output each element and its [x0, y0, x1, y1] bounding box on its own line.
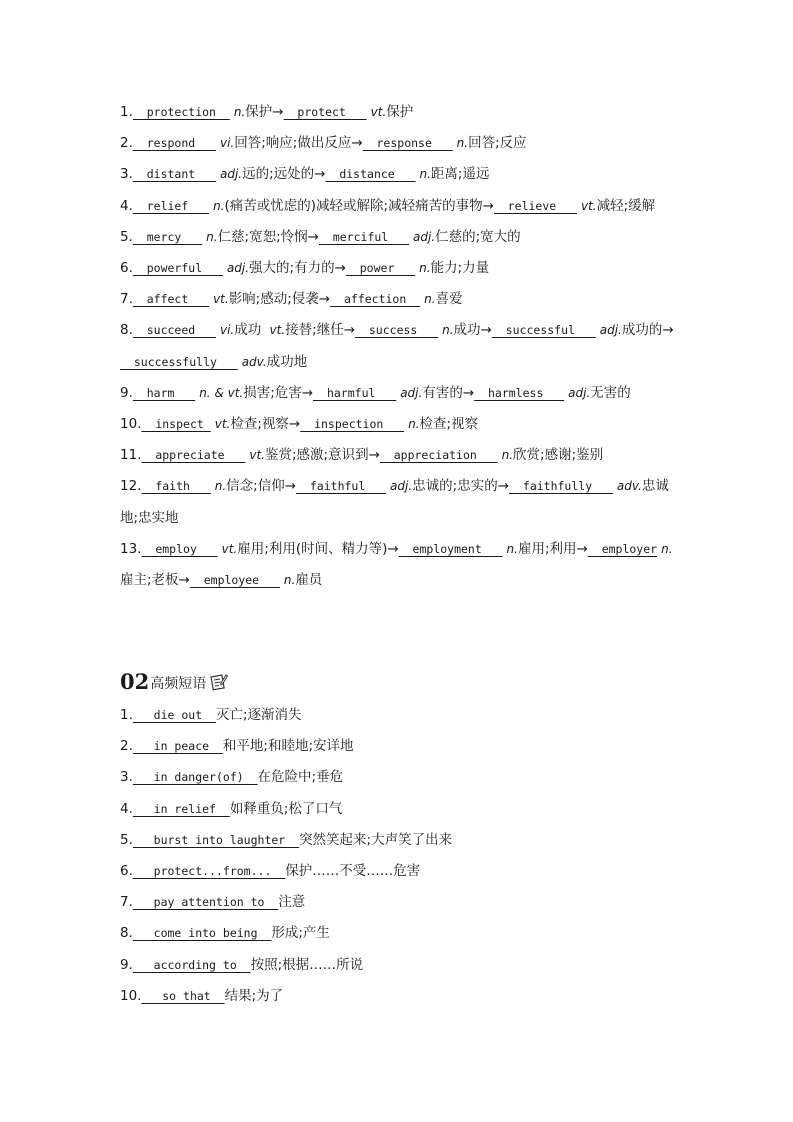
- item-number: 7.: [120, 291, 133, 308]
- answer-blank: appreciate: [141, 448, 246, 463]
- answer-blank: respond: [132, 136, 216, 151]
- part-of-speech: n.: [206, 229, 218, 244]
- answer-blank: protect...from...: [132, 864, 286, 879]
- item-number: 9.: [120, 384, 133, 401]
- phrase-item-5: [120, 825, 680, 856]
- meaning: 成功地: [266, 353, 308, 370]
- phrase-item-4: [120, 794, 680, 825]
- meaning: 成功: [234, 322, 266, 339]
- item-number: 2.: [120, 738, 133, 755]
- phrase-item-7: [120, 887, 680, 918]
- meaning: 减轻;缓解: [596, 197, 656, 214]
- item-number: 1.: [120, 707, 133, 723]
- part-of-speech: n.: [213, 198, 225, 213]
- vocabulary-list: [120, 97, 680, 596]
- part-of-speech: vt.: [269, 323, 286, 338]
- phrase-item-1: [120, 700, 680, 731]
- answer-blank: so that: [141, 988, 225, 1003]
- phrase-item-10: [120, 981, 680, 1012]
- meaning: 和平地;和睦地;安详地: [222, 738, 354, 755]
- part-of-speech: n.: [506, 541, 518, 556]
- part-of-speech: n.: [424, 292, 436, 307]
- answer-blank: succeed: [132, 323, 216, 338]
- part-of-speech: n.: [456, 136, 469, 151]
- meaning: 欣赏;感谢;鉴别: [513, 447, 604, 464]
- notebook-pencil-icon: [210, 673, 228, 691]
- item-number: 4.: [120, 197, 133, 214]
- part-of-speech: vi.: [219, 323, 235, 338]
- answer-blank: successful: [491, 323, 596, 338]
- meaning: 距离;遥远: [430, 166, 490, 183]
- item-number: 4.: [120, 800, 133, 817]
- vocab-item-1: [120, 97, 680, 128]
- meaning: 突然笑起来;大声笑了出来: [299, 831, 453, 848]
- part-of-speech: n.: [214, 479, 227, 494]
- answer-blank: faithfully: [509, 479, 613, 494]
- meaning: 注意: [278, 894, 306, 911]
- answer-blank: harmful: [313, 385, 397, 400]
- section-heading: [120, 664, 228, 694]
- part-of-speech: adj.: [413, 229, 436, 244]
- answer-blank: appreciation: [379, 448, 498, 463]
- meaning: 保护……不受……危害: [285, 863, 421, 880]
- meaning: 远的;远处的→: [242, 166, 326, 183]
- vocab-item-2: [120, 128, 680, 159]
- item-number: 3.: [120, 166, 133, 183]
- meaning: 成功的→: [621, 322, 674, 339]
- vocab-item-5: [120, 222, 680, 253]
- item-number: 3.: [120, 769, 133, 786]
- meaning: 在危险中;垂危: [257, 769, 344, 786]
- meaning: 形成;产生: [271, 925, 330, 942]
- phrase-list: [120, 700, 680, 1012]
- meaning: 喜爱: [435, 291, 463, 308]
- answer-blank: employ: [141, 541, 218, 556]
- meaning: 仁慈;宽恕;怜悯→: [217, 228, 319, 245]
- answer-blank: come into being: [132, 926, 272, 941]
- part-of-speech: vt.: [249, 448, 265, 463]
- answer-blank: power: [345, 261, 416, 276]
- part-of-speech: adj.: [219, 167, 243, 182]
- item-number: 7.: [120, 894, 133, 911]
- meaning: 接替;继任→: [285, 322, 356, 339]
- answer-blank: faithful: [296, 479, 387, 494]
- part-of-speech: n.: [419, 261, 431, 276]
- vocab-item-7: [120, 284, 680, 315]
- part-of-speech: vi.: [219, 136, 235, 151]
- vocab-item-12: [120, 471, 680, 533]
- answer-blank: relief: [132, 198, 210, 213]
- item-number: 2.: [120, 135, 133, 152]
- phrase-item-8: [120, 918, 680, 949]
- part-of-speech: adv.: [616, 479, 642, 494]
- meaning: (痛苦或忧虑的)减轻或解除;减轻痛苦的事物→: [224, 197, 494, 214]
- item-number: 10.: [120, 987, 142, 1004]
- meaning: 强大的;有力的→: [249, 260, 346, 277]
- answer-blank: in danger(of): [132, 770, 258, 785]
- answer-blank: powerful: [132, 261, 223, 276]
- meaning: 能力;力量: [430, 260, 490, 277]
- vocab-item-8: [120, 315, 680, 377]
- meaning: 无害的: [590, 384, 631, 401]
- part-of-speech: vt.: [221, 541, 238, 556]
- vocab-item-9: [120, 378, 680, 409]
- meaning: 雇员: [295, 572, 323, 589]
- vocab-item-3: [120, 159, 680, 190]
- answer-blank: mercy: [132, 229, 203, 244]
- part-of-speech: vt.: [214, 417, 231, 432]
- answer-blank: inspection: [300, 417, 405, 432]
- answer-blank: protection: [132, 105, 230, 119]
- vocab-item-13: [120, 534, 680, 596]
- item-number: 8.: [120, 322, 133, 339]
- meaning: 回答;反应: [468, 135, 527, 152]
- phrase-item-9: [120, 950, 680, 981]
- meaning: 忠诚的;忠实的→: [412, 478, 510, 495]
- item-number: 6.: [120, 863, 133, 880]
- meaning: 损害;危害→: [243, 384, 314, 401]
- part-of-speech: adj.: [599, 323, 622, 338]
- meaning: 忠诚地;忠实地: [120, 478, 669, 526]
- meaning: 保护→: [245, 104, 284, 120]
- part-of-speech: n.: [661, 541, 673, 556]
- answer-blank: distant: [132, 167, 216, 182]
- answer-blank: affect: [132, 292, 210, 307]
- answer-blank: harm: [132, 385, 196, 400]
- answer-blank: distance: [325, 167, 416, 182]
- part-of-speech: vt.: [370, 105, 387, 119]
- answer-blank: inspect: [141, 417, 211, 432]
- vocab-item-11: [120, 440, 680, 471]
- vocab-item-4: [120, 191, 680, 222]
- item-number: 10.: [120, 416, 142, 433]
- answer-blank: according to: [132, 957, 251, 972]
- answer-blank: merciful: [318, 229, 409, 244]
- part-of-speech: adj.: [568, 385, 591, 400]
- answer-blank: affection: [330, 292, 421, 307]
- part-of-speech: adj.: [390, 479, 413, 494]
- part-of-speech: n.: [408, 417, 420, 432]
- phrase-item-3: [120, 762, 680, 793]
- answer-blank: faith: [141, 479, 211, 494]
- part-of-speech: n.: [233, 105, 246, 119]
- meaning: 如释重负;松了口气: [229, 800, 343, 817]
- part-of-speech: n. & vt.: [199, 385, 244, 400]
- meaning: 信念;信仰→: [226, 478, 297, 495]
- meaning: 成功→: [453, 322, 492, 339]
- phrase-item-2: [120, 731, 680, 762]
- meaning: 结果;为了: [224, 987, 284, 1004]
- part-of-speech: n.: [419, 167, 431, 182]
- part-of-speech: n.: [442, 323, 454, 338]
- part-of-speech: adv.: [241, 354, 267, 369]
- meaning: 仁慈的;宽大的: [435, 228, 521, 245]
- answer-blank: protect: [283, 105, 367, 119]
- answer-blank: employee: [189, 573, 280, 588]
- item-number: 9.: [120, 956, 133, 973]
- meaning: 按照;根据……所说: [250, 956, 364, 973]
- meaning: 保护: [386, 104, 414, 120]
- item-number: 6.: [120, 260, 133, 277]
- meaning: 回答;响应;做出反应→: [234, 135, 363, 152]
- meaning: 雇用;利用→: [517, 540, 588, 557]
- answer-blank: die out: [132, 708, 216, 722]
- part-of-speech: vt.: [580, 198, 597, 213]
- answer-blank: employer: [587, 541, 658, 556]
- meaning: 影响;感动;侵袭→: [228, 291, 331, 308]
- meaning: 鉴赏;感激;意识到→: [264, 447, 380, 464]
- answer-blank: harmless: [474, 385, 565, 400]
- meaning: 雇主;老板→: [120, 572, 190, 589]
- meaning: 检查;视察→: [230, 416, 301, 433]
- item-number: 11.: [120, 447, 142, 464]
- meaning: 检查;视察: [419, 416, 479, 433]
- vocab-item-10: [120, 409, 680, 440]
- part-of-speech: adj.: [226, 261, 250, 276]
- answer-blank: in relief: [132, 801, 230, 816]
- item-number: 1.: [120, 104, 133, 120]
- meaning: 雇用;利用(时间、精力等)→: [237, 540, 399, 557]
- answer-blank: pay attention to: [132, 895, 279, 910]
- section-title: 高频短语: [150, 676, 207, 692]
- phrase-item-6: [120, 856, 680, 887]
- answer-blank: burst into laughter: [132, 832, 300, 847]
- answer-blank: success: [355, 323, 439, 338]
- meaning: 有害的→: [422, 384, 475, 401]
- item-number: 5.: [120, 228, 133, 245]
- part-of-speech: n.: [501, 448, 514, 463]
- answer-blank: successfully: [120, 354, 238, 369]
- part-of-speech: adj.: [400, 385, 423, 400]
- meaning: 灭亡;逐渐消失: [215, 707, 302, 723]
- answer-blank: relieve: [493, 198, 577, 213]
- part-of-speech: vt.: [213, 292, 229, 307]
- answer-blank: in peace: [132, 739, 223, 754]
- item-number: 12.: [120, 478, 142, 495]
- item-number: 8.: [120, 925, 133, 942]
- answer-blank: employment: [398, 541, 503, 556]
- section-number: 02: [120, 669, 150, 694]
- answer-blank: response: [362, 136, 453, 151]
- part-of-speech: n.: [283, 573, 296, 588]
- item-number: 5.: [120, 831, 133, 848]
- vocab-item-6: [120, 253, 680, 284]
- item-number: 13.: [120, 540, 142, 557]
